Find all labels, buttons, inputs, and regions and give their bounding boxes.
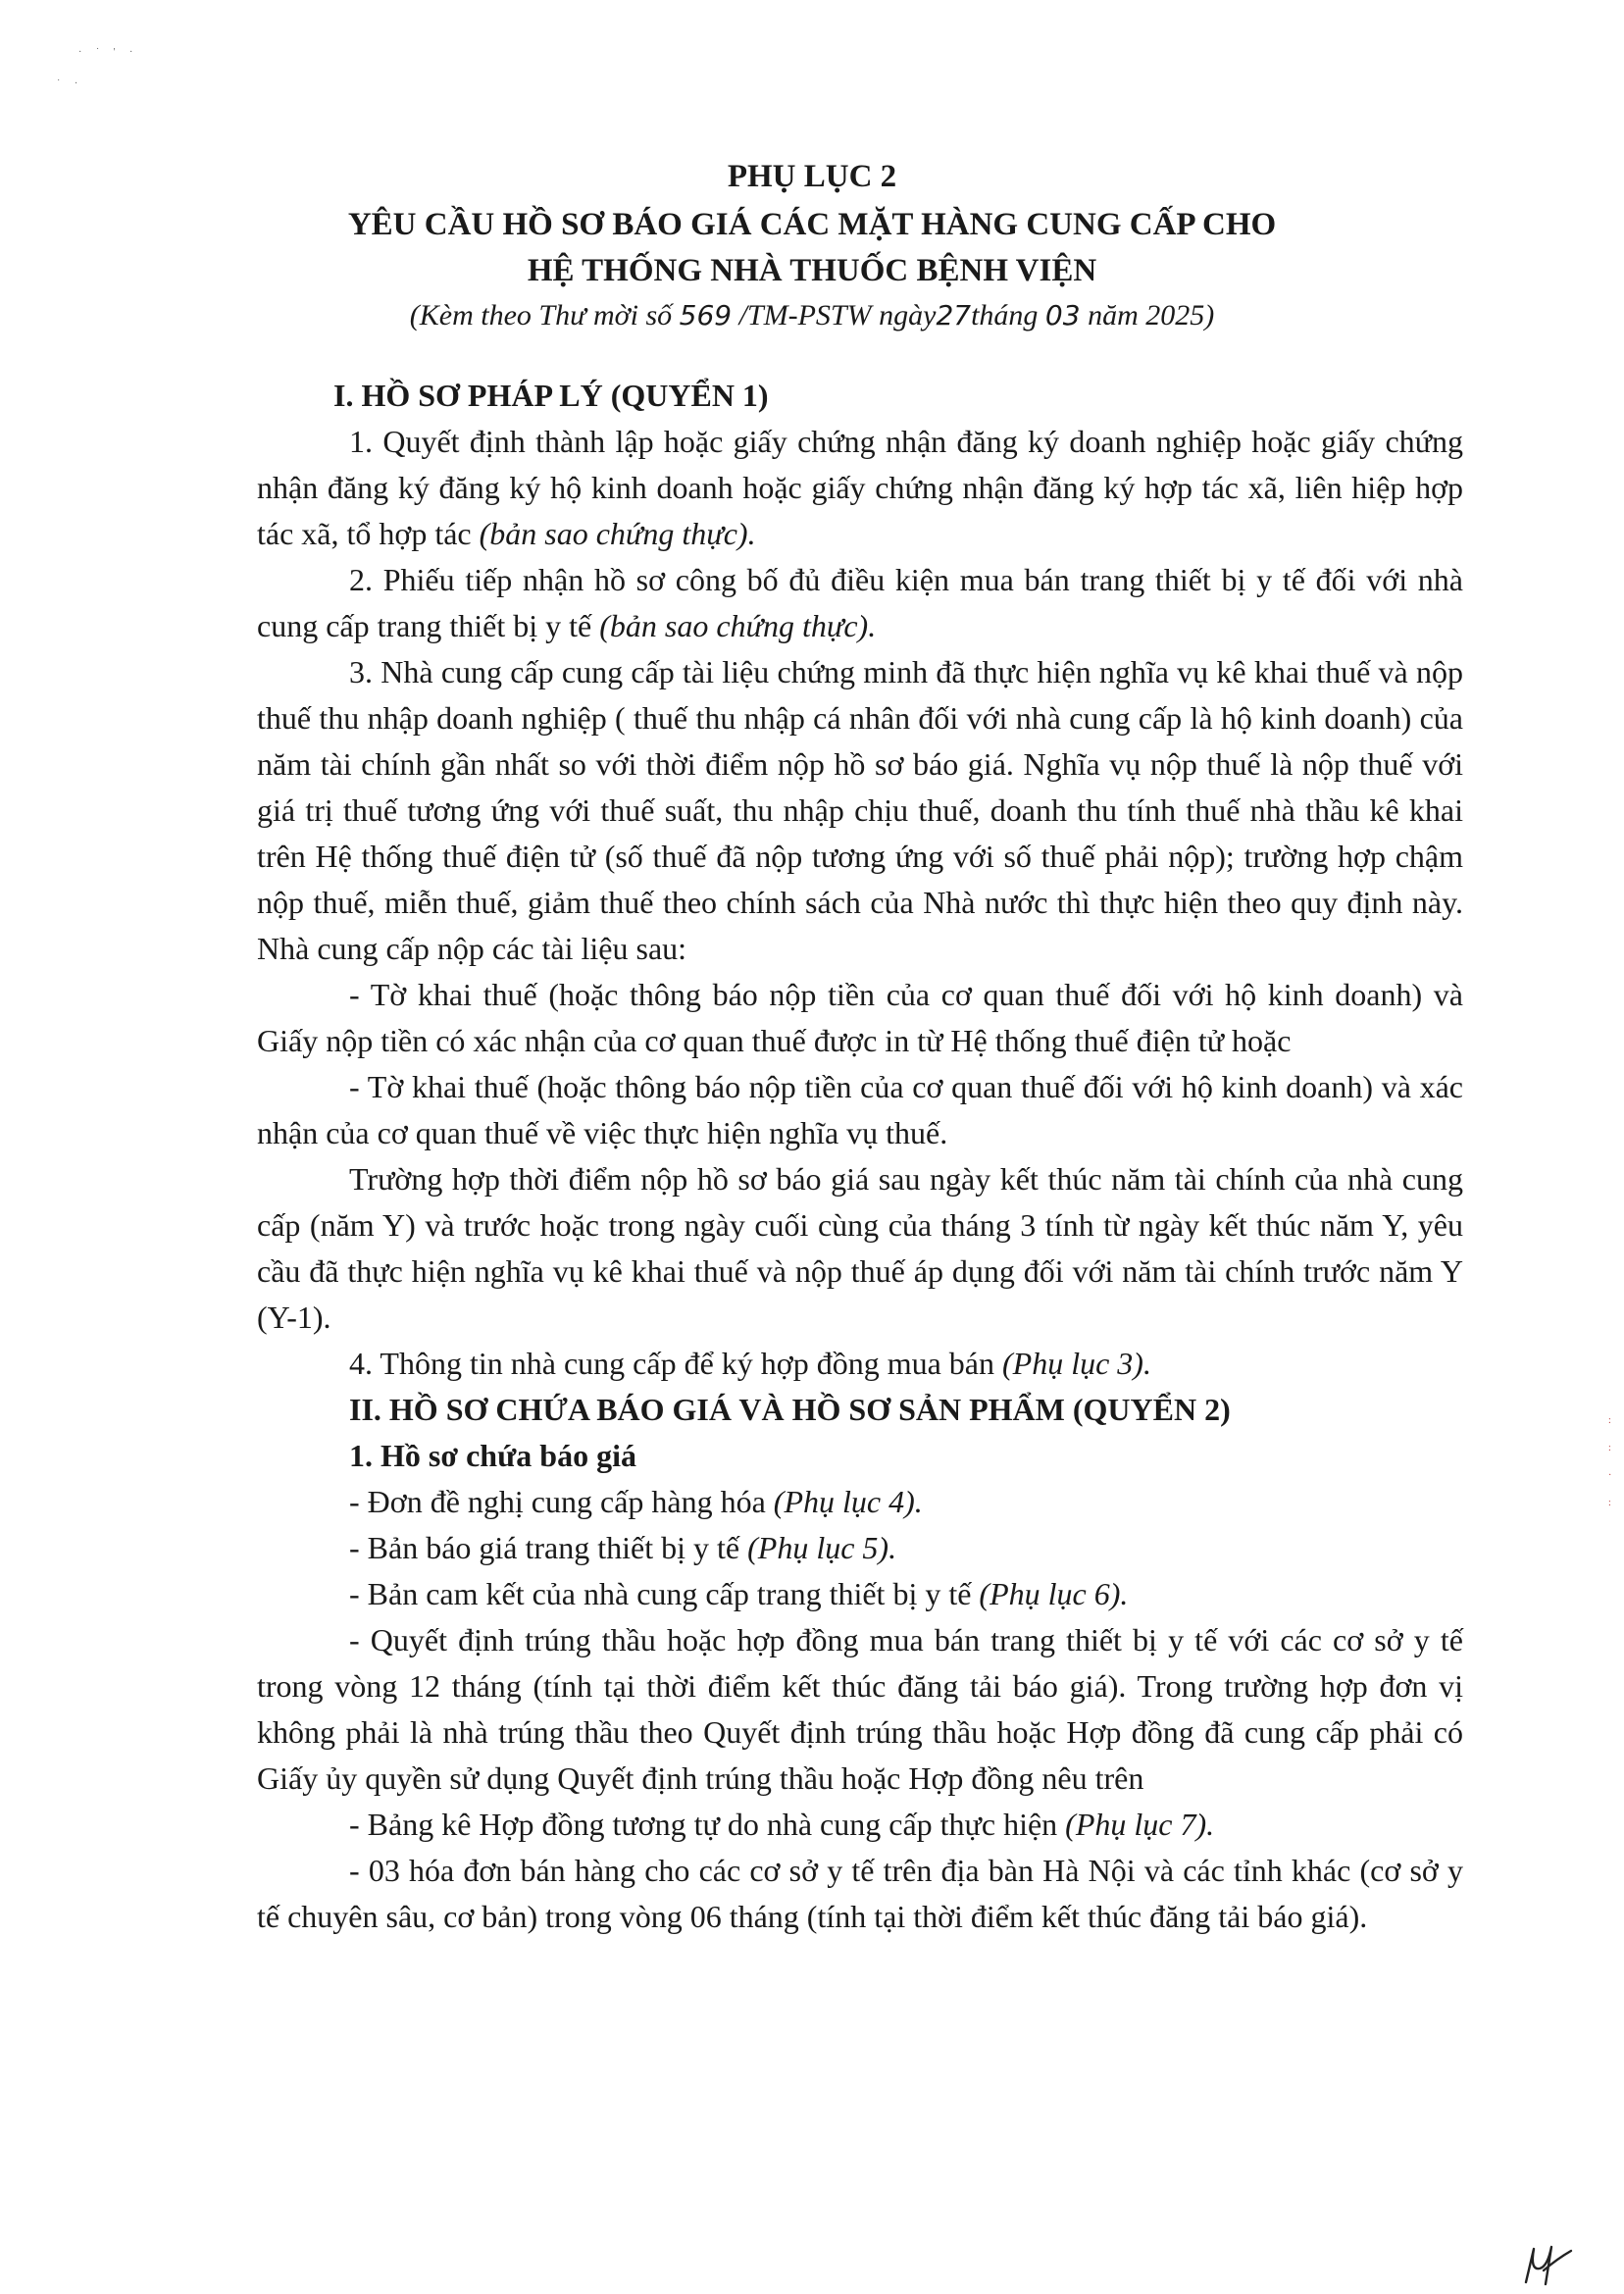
page-title-line2: HỆ THỐNG NHÀ THUỐC BỆNH VIỆN	[527, 253, 1097, 288]
list-item: - Quyết định trúng thầu hoặc hợp đồng mua bán trang thiết bị y tế với các cơ sở y tế trong vòng 12 tháng (tính tại thời điểm kết thúc đăng tải báo giá). Trong trường hợp đơn vị không phải là nhà trúng thầu theo Quyết định trúng thầu hoặc Hợp đồng đã cung cấp phải có Giấy ủy quyền sử dụng Quyết định trúng thầu hoặc Hợp đồng nêu trên	[257, 1622, 1463, 1796]
scan-specks-2: ˙ ·	[57, 78, 84, 89]
subtitle: (Kèm theo Thư mời số 569 /TM-PSTW ngày27tháng 03 năm 2025)	[409, 299, 1215, 331]
list-item: - Bản báo giá trang thiết bị y tế (Phụ lục 5).	[349, 1530, 897, 1565]
paragraph: - Tờ khai thuế (hoặc thông báo nộp tiền của cơ quan thuế đối với hộ kinh doanh) và xác nhận của cơ quan thuế về việc thực hiện nghĩa vụ thuế.	[257, 1069, 1463, 1150]
section1-heading: I. HỒ SƠ PHÁP LÝ (QUYỂN 1)	[333, 378, 769, 413]
month-number: 03	[1044, 299, 1081, 331]
paragraph: 3. Nhà cung cấp cung cấp tài liệu chứng minh đã thực hiện nghĩa vụ kê khai thuế và nộp thuế thu nhập doanh nghiệp ( thuế thu nhập cá nhân đối với nhà cung cấp là hộ kinh doanh) của năm tài chính gần nhất so với thời điểm nộp hồ sơ báo giá. Nghĩa vụ nộp thuế là nộp thuế với giá trị thuế tương ứng với thuế suất, thu nhập chịu thuế, doanh thu tính thuế nhà thầu kê khai trên Hệ thống thuế điện tử (số thuế đã nộp tương ứng với số thuế phải nộp); trường hợp chậm nộp thuế, miễn thuế, giảm thuế theo chính sách của Nhà nước thì thực hiện theo quy định này. Nhà cung cấp nộp các tài liệu sau:	[257, 654, 1463, 966]
list-item: - 03 hóa đơn bán hàng cho các cơ sở y tế trên địa bàn Hà Nội và các tỉnh khác (cơ sở y tế chuyên sâu, cơ bản) trong vòng 06 tháng (tính tại thời điểm kết thúc đăng tải báo giá).	[257, 1853, 1463, 1934]
paragraph: - Tờ khai thuế (hoặc thông báo nộp tiền của cơ quan thuế đối với hộ kinh doanh) và Giấy nộp tiền có xác nhận của cơ quan thuế được in từ Hệ thống thuế điện tử hoặc	[257, 977, 1463, 1058]
margin-marks: : : · :	[1608, 1415, 1612, 1508]
page-title-line1: YÊU CẦU HỒ SƠ BÁO GIÁ CÁC MẶT HÀNG CUNG CẤP CHO	[347, 207, 1277, 242]
scan-specks: · ˙ ' ·	[78, 47, 139, 58]
subsection-heading: 1. Hồ sơ chứa báo giá	[349, 1438, 636, 1473]
list-item: - Đơn đề nghị cung cấp hàng hóa (Phụ lục 4).	[349, 1484, 923, 1519]
paragraph: Trường hợp thời điểm nộp hồ sơ báo giá sau ngày kết thúc năm tài chính của nhà cung cấp (năm Y) và trước hoặc trong ngày cuối cùng của tháng 3 tính từ ngày kết thúc năm Y, yêu cầu đã thực hiện nghĩa vụ kê khai thuế và nộp thuế áp dụng đối với năm tài chính trước năm Y (Y-1).	[257, 1161, 1463, 1335]
letter-number: 569	[679, 299, 733, 331]
list-item: - Bản cam kết của nhà cung cấp trang thiết bị y tế (Phụ lục 6).	[349, 1576, 1129, 1611]
paragraph: 4. Thông tin nhà cung cấp để ký hợp đồng mua bán (Phụ lục 3).	[349, 1346, 1151, 1381]
document-body	[257, 373, 1463, 1940]
paragraph: 2. Phiếu tiếp nhận hồ sơ công bố đủ điều kiện mua bán trang thiết bị y tế đối với nhà cung cấp trang thiết bị y tế (bản sao chứng thực).	[257, 562, 1463, 643]
initials-signature	[1518, 2241, 1577, 2290]
day-number: 27	[936, 299, 972, 331]
list-item: - Bảng kê Hợp đồng tương tự do nhà cung cấp thực hiện (Phụ lục 7).	[349, 1807, 1215, 1842]
paragraph: 1. Quyết định thành lập hoặc giấy chứng nhận đăng ký doanh nghiệp hoặc giấy chứng nhận đăng ký đăng ký hộ kinh doanh hoặc giấy chứng nhận đăng ký hợp tác xã, liên hiệp hợp tác xã, tổ hợp tác (bản sao chứng thực).	[257, 424, 1463, 551]
section2-heading: II. HỒ SƠ CHỨA BÁO GIÁ VÀ HỒ SƠ SẢN PHẨM (QUYỂN 2)	[349, 1392, 1231, 1427]
appendix-label: PHỤ LỤC 2	[727, 159, 897, 194]
